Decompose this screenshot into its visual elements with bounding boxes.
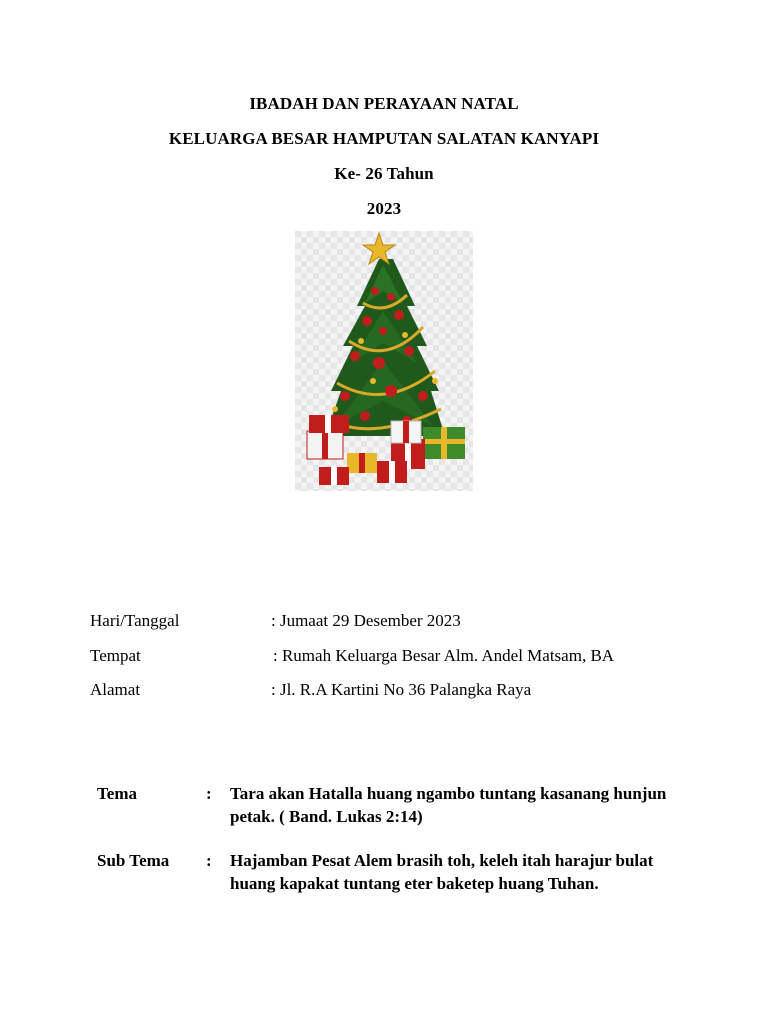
address-value: : Jl. R.A Kartini No 36 Palangka Raya — [271, 680, 532, 699]
title-line-2: KELUARGA BESAR HAMPUTAN SALATAN KANYAPI — [168, 129, 600, 148]
date-value: : Jumaat 29 Desember 2023 — [271, 611, 461, 630]
address-label: Alamat — [90, 680, 141, 699]
title-line-1: IBADAH DAN PERAYAAN NATAL — [249, 94, 519, 113]
christmas-tree-image — [295, 231, 473, 491]
place-value: : Rumah Keluarga Besar Alm. Andel Matsam, BA — [273, 646, 615, 665]
date-label: Hari/Tanggal — [90, 611, 180, 630]
place-label: Tempat — [90, 646, 141, 665]
theme-label: Tema — [97, 784, 137, 803]
title-line-3: Ke- 26 Tahun — [334, 164, 434, 183]
subtheme-value: Hajamban Pesat Alem brasih toh, keleh itah harajur bulat huang kapakat tuntang eter baketep huang Tuhan. — [230, 851, 654, 893]
title-year: 2023 — [366, 199, 402, 218]
theme-value: Tara akan Hatalla huang ngambo tuntang kasanang hunjun petak. ( Band. Lukas 2:14) — [230, 784, 667, 826]
subtheme-label: Sub Tema — [97, 851, 170, 870]
subtheme-colon: : — [206, 851, 212, 870]
christmas-tree-icon — [295, 231, 473, 491]
theme-colon: : — [206, 784, 212, 803]
